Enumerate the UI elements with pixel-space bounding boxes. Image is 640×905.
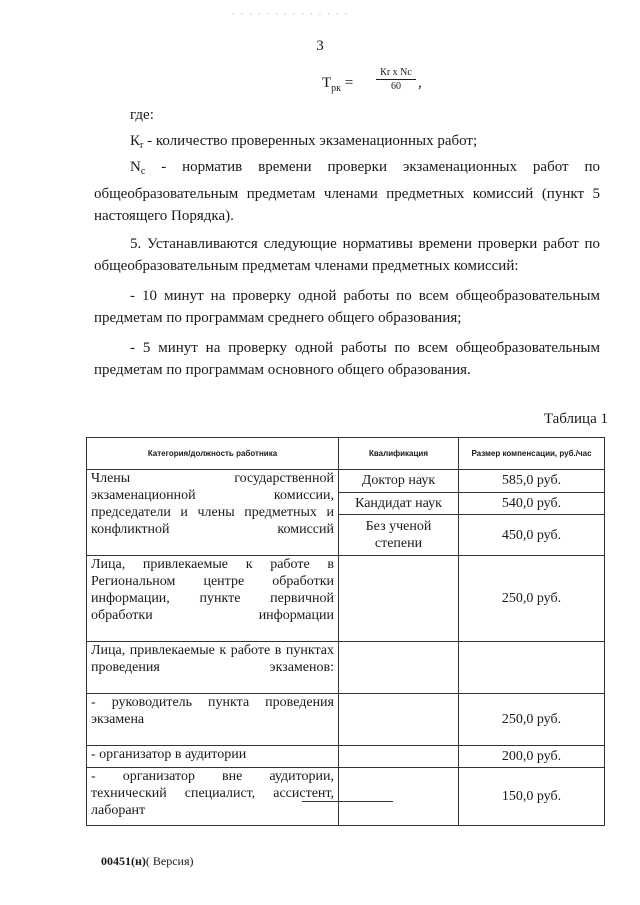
cell-qualification [339,642,459,694]
cell-category: Лица, привлекаемые к работе в пунктах проведения экзаменов: [87,642,339,694]
scan-artifact: · · · · · · · · · · · · · · [232,10,350,19]
table-row [87,746,605,768]
cell-qualification: Кандидат наук [339,492,459,515]
table-row [87,694,605,746]
header-qualification: Квалификация [339,438,459,470]
compensation-table [86,437,605,826]
norm-bullet-1: - 10 минут на проверку одной работы по всем общеобразовательным предметам по программам среднего общего образования; [94,288,600,326]
cell-rate: 450,0 руб. [459,515,605,556]
table-row [87,642,605,694]
cell-rate: 585,0 руб. [459,470,605,493]
formula-fraction [376,68,416,92]
header-category: Категория/должность работника [87,438,339,470]
definition-nc: $N_c$ - норматив времени проверки экзаменационных работ по общеобразовательным предметам членами предметных комиссий (пункт 5 настоящего Порядка). [94,159,600,224]
page-number: 3 [316,38,324,54]
cell-qualification [339,694,459,746]
cell-category: - организатор в аудитории [87,746,339,768]
cell-rate: 150,0 руб. [459,768,605,826]
cell-rate: 250,0 руб. [459,556,605,642]
cell-qualification [339,768,459,826]
cell-rate: 250,0 руб. [459,694,605,746]
separator-line [302,801,393,802]
table-caption: Таблица 1 [543,411,608,427]
cell-rate: 200,0 руб. [459,746,605,768]
table-row [87,470,605,493]
formula-comma: , [418,75,422,91]
cell-category: - организатор вне аудитории, технический специалист, ассистент, лаборант [87,768,339,826]
formula-denominator: 60 [391,81,401,92]
cell-category: - руководитель пункта проведения экзамена [87,694,339,746]
definition-kr: $К_r$ - количество проверенных экзаменационных работ; [130,133,478,151]
norm-bullet-2: - 5 минут на проверку одной работы по всем общеобразовательным предметам по программам основного общего образования. [94,340,600,378]
cell-qualification: Без ученой степени [339,515,459,556]
cell-qualification [339,556,459,642]
table-row [87,768,605,826]
cell-category: Члены государственной экзаменационной комиссии, председатели и члены предметных и конфликтной комиссий [87,470,339,556]
item-5: 5. Устанавливаются следующие нормативы времени проверки работ по общеобразовательным предметам членами предметных комиссий: [94,236,600,274]
table-header-row [87,438,605,470]
cell-rate: 540,0 руб. [459,492,605,515]
formula-lhs: $Т_{рк}$ = [322,75,354,94]
where-label: где: [130,107,154,123]
table-row [87,556,605,642]
cell-category: Лица, привлекаемые к работе в Региональном центре обработки информации, пункте первичной обработки информации [87,556,339,642]
formula-numerator: Кr x Nc [376,68,416,80]
document-code-number: 00451(н) [101,854,146,868]
cell-qualification: Доктор наук [339,470,459,493]
document-code [101,854,194,869]
cell-qualification [339,746,459,768]
document-version: ( Версия) [145,854,194,868]
header-rate: Размер компенсации, руб./час [459,438,605,470]
cell-rate [459,642,605,694]
